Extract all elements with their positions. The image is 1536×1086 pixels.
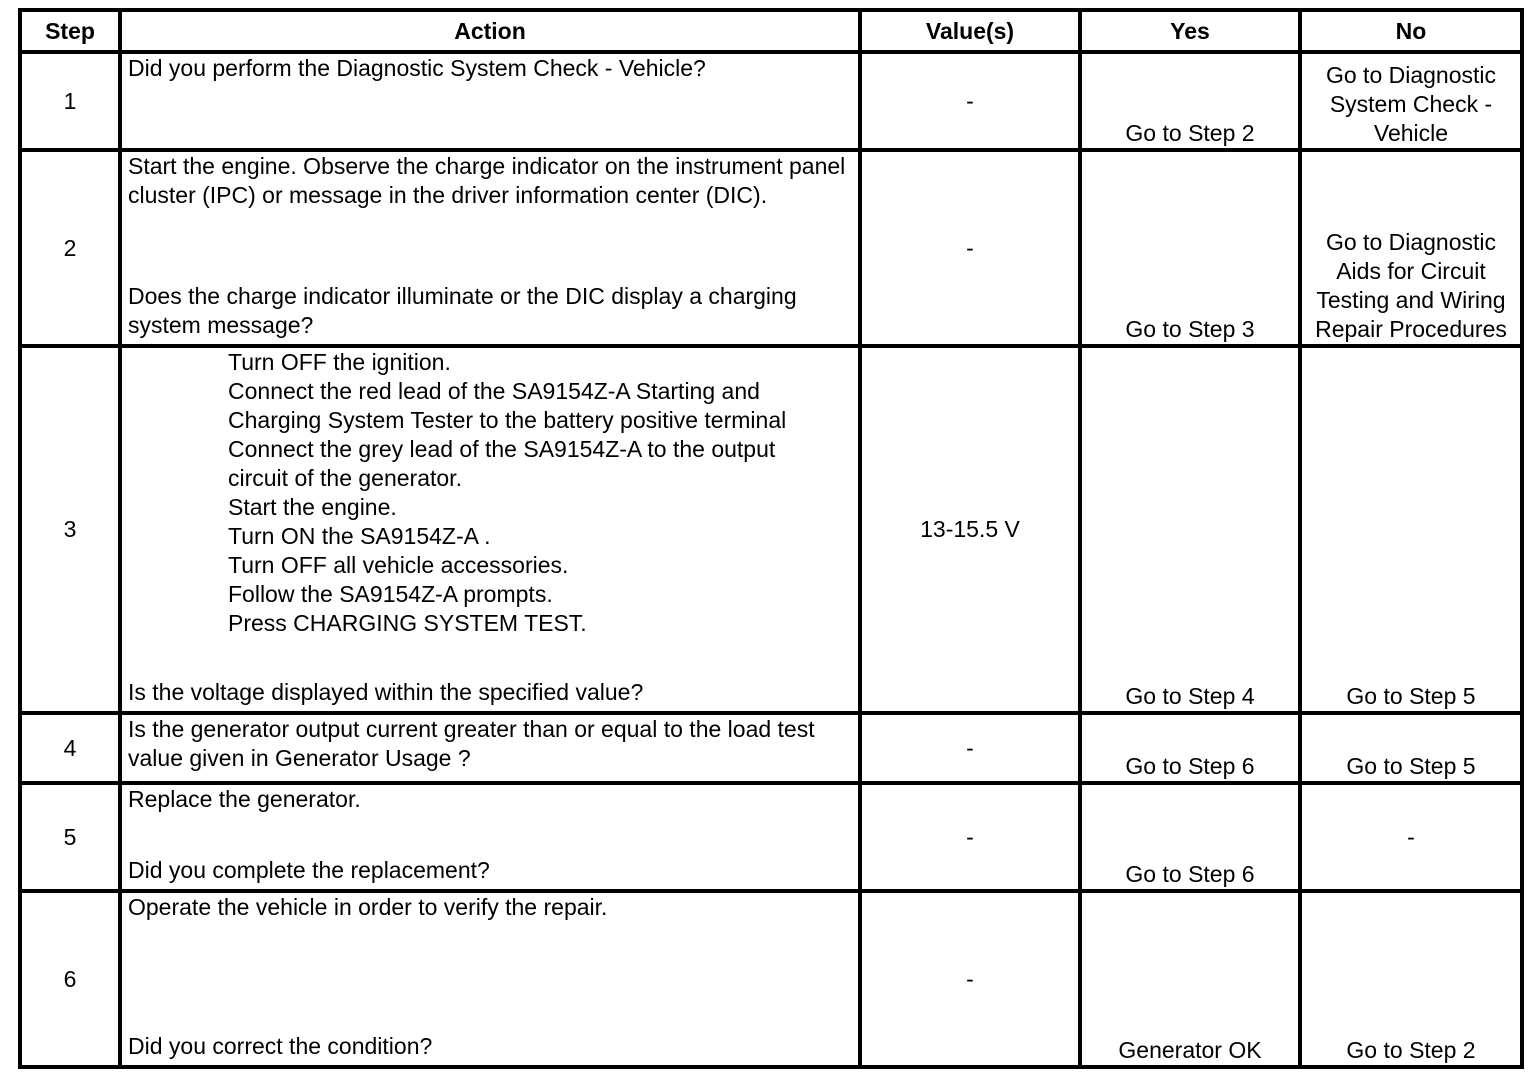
- procedure-step: Charging System Tester to the battery positive terminal: [228, 407, 787, 433]
- action-cell: [120, 52, 860, 150]
- procedure-steps-list: [128, 348, 852, 638]
- header-yes: Yes: [1080, 10, 1300, 52]
- diagnostic-table: [18, 8, 1524, 1069]
- header-values: Value(s): [860, 10, 1080, 52]
- header-row: [20, 10, 1522, 52]
- action-cell: [120, 150, 860, 346]
- value-cell: -: [860, 52, 1080, 150]
- action-text: Replace the generator.: [128, 786, 361, 812]
- procedure-step: Follow the SA9154Z-A prompts.: [228, 581, 553, 607]
- value-cell: -: [860, 783, 1080, 891]
- procedure-step: Turn OFF the ignition.: [228, 349, 451, 375]
- step-number: 2: [20, 150, 120, 346]
- action-cell: [120, 346, 860, 713]
- no-cell: Go to Step 5: [1300, 346, 1522, 713]
- action-question: Did you complete the replacement?: [128, 857, 490, 883]
- procedure-step: Turn ON the SA9154Z-A .: [228, 523, 491, 549]
- procedure-step: Connect the red lead of the SA9154Z-A Starting and: [228, 378, 760, 404]
- table-row-step-6: [20, 891, 1522, 1067]
- action-text: Start the engine. Observe the charge indicator on the instrument panel cluster (IPC) or message in the driver information center (DIC).: [128, 153, 846, 208]
- header-action: Action: [120, 10, 860, 52]
- yes-cell: Go to Step 3: [1080, 150, 1300, 346]
- value-cell: -: [860, 713, 1080, 783]
- no-cell: Go to Step 5: [1300, 713, 1522, 783]
- table-row-step-1: [20, 52, 1522, 150]
- table-row-step-4: [20, 713, 1522, 783]
- action-question: Did you correct the condition?: [128, 1033, 433, 1059]
- value-cell: -: [860, 150, 1080, 346]
- action-question: Does the charge indicator illuminate or the DIC display a charging system message?: [128, 283, 797, 338]
- step-number: 1: [20, 52, 120, 150]
- yes-cell: Go to Step 6: [1080, 783, 1300, 891]
- action-question: Is the voltage displayed within the specified value?: [128, 679, 644, 705]
- step-number: 5: [20, 783, 120, 891]
- step-number: 6: [20, 891, 120, 1067]
- table-row-step-5: [20, 783, 1522, 891]
- procedure-step: Turn OFF all vehicle accessories.: [228, 552, 569, 578]
- action-cell: [120, 783, 860, 891]
- procedure-step: Press CHARGING SYSTEM TEST.: [228, 610, 587, 636]
- action-cell: [120, 713, 860, 783]
- procedure-step: Connect the grey lead of the SA9154Z-A to the output: [228, 436, 776, 462]
- yes-cell: Generator OK: [1080, 891, 1300, 1067]
- no-cell: Go to Diagnostic System Check - Vehicle: [1300, 52, 1522, 150]
- value-cell: -: [860, 891, 1080, 1067]
- action-text: Operate the vehicle in order to verify the repair.: [128, 894, 608, 920]
- header-no: No: [1300, 10, 1522, 52]
- step-number: 3: [20, 346, 120, 713]
- no-cell: -: [1300, 783, 1522, 891]
- procedure-step: circuit of the generator.: [228, 465, 462, 491]
- yes-cell: Go to Step 6: [1080, 713, 1300, 783]
- action-text: Did you perform the Diagnostic System Check - Vehicle?: [128, 55, 706, 81]
- header-step: Step: [20, 10, 120, 52]
- no-cell: Go to Step 2: [1300, 891, 1522, 1067]
- value-cell: 13-15.5 V: [860, 346, 1080, 713]
- yes-cell: Go to Step 4: [1080, 346, 1300, 713]
- action-text: Is the generator output current greater than or equal to the load test value given in Generator Usage ?: [128, 716, 815, 771]
- no-cell: Go to Diagnostic Aids for Circuit Testing and Wiring Repair Procedures: [1300, 150, 1522, 346]
- table-row-step-2: [20, 150, 1522, 346]
- procedure-step: Start the engine.: [228, 494, 397, 520]
- action-cell: [120, 891, 860, 1067]
- step-number: 4: [20, 713, 120, 783]
- table-row-step-3: [20, 346, 1522, 713]
- yes-cell: Go to Step 2: [1080, 52, 1300, 150]
